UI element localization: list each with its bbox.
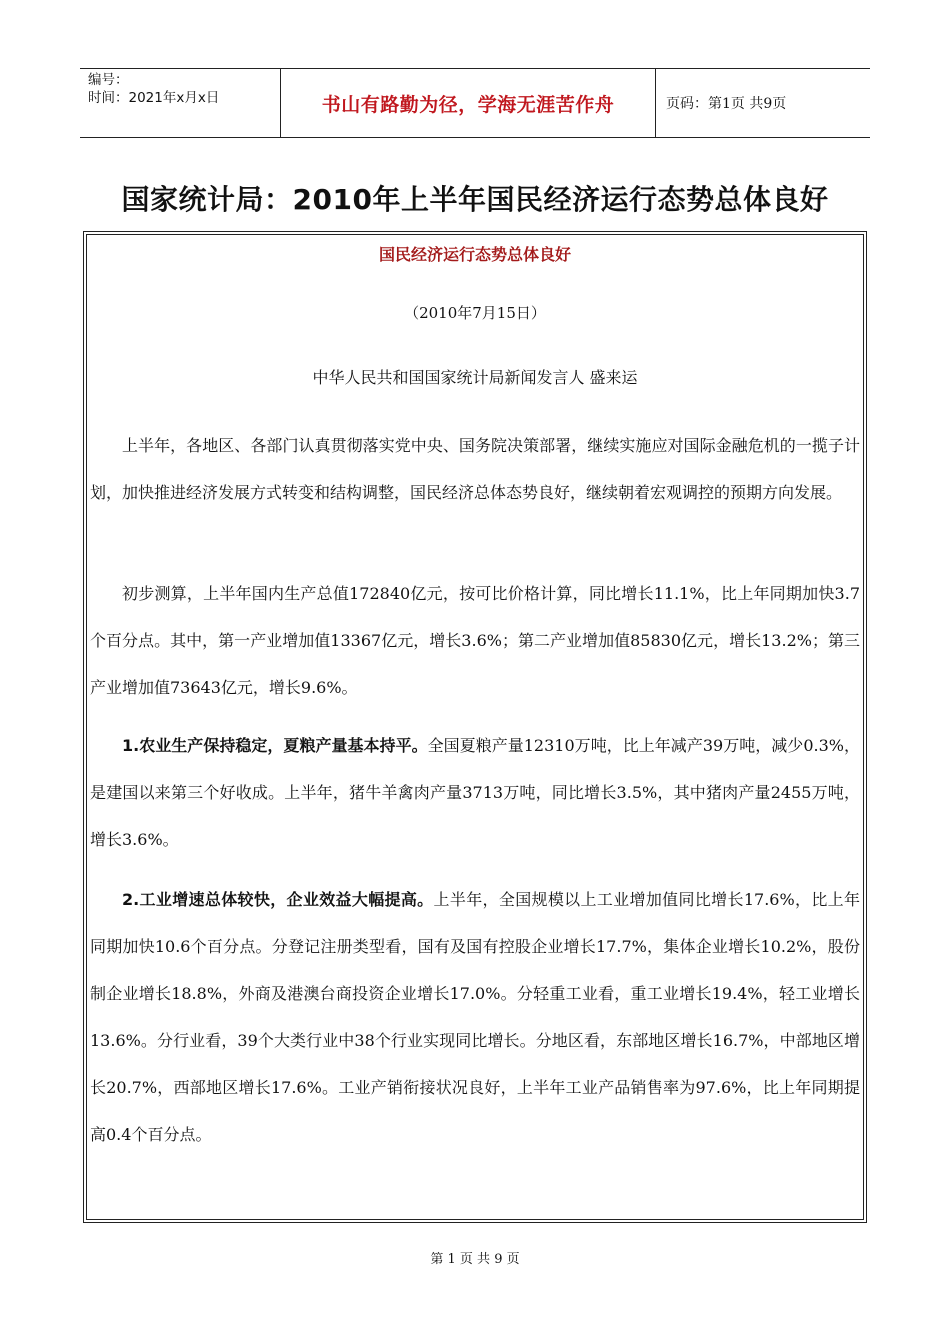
paragraph-gdp: 初步测算，上半年国内生产总值172840亿元，按可比价格计算，同比增长11.1%，比上年同期加快3.7个百分点。其中，第一产业增加值13367亿元，增长3.6%；第二产业增加值85830亿元，增长13.2%；第三产业增加值73643亿元，增长9.6%。 [90,584,860,697]
document-title: 国家统计局：2010年上半年国民经济运行态势总体良好 [121,183,829,216]
paragraph-agriculture [90,722,860,863]
industry-heading: 2.工业增速总体较快，企业效益大幅提高。 [122,890,434,909]
article-subtitle: 国民经济运行态势总体良好 [378,245,571,264]
paragraph-industry [90,876,860,1158]
page-code: 页码：第1页 共9页 [666,96,787,112]
article-speaker: 中华人民共和国国家统计局新闻发言人 盛来运 [312,368,638,387]
article-date: （2010年7月15日） [404,304,546,322]
industry-text: 上半年，全国规模以上工业增加值同比增长17.6%，比上年同期加快10.6个百分点。分登记注册类型看，国有及国有控股企业增长17.7%，集体企业增长10.2%，股份制企业增长18.8%，外商及港澳台商投资企业增长17.0%。分轻重工业看，重工业增长19.4%，轻工业增长13.6%。分行业看，39个大类行业中38个行业实现同比增长。分地区看，东部地区增长16.7%，中部地区增长20.7%，西部地区增长17.6%。工业产销衔接状况良好，上半年工业产品销售率为97.6%，比上年同期提高0.4个百分点。 [90,890,860,1144]
agriculture-text: 全国夏粮产量12310万吨，比上年减产39万吨，减少0.3%，是建国以来第三个好收成。上半年，猪牛羊禽肉产量3713万吨，同比增长3.5%，其中猪肉产量2455万吨，增长3.6%。 [90,736,860,849]
motto: 书山有路勤为径，学海无涯苦作舟 [280,69,656,137]
paragraph-intro: 上半年，各地区、各部门认真贯彻落实党中央、国务院决策部署，继续实施应对国际金融危机的一揽子计划，加快推进经济发展方式转变和结构调整，国民经济总体态势良好，继续朝着宏观调控的预期方向发展。 [90,436,860,502]
header-table [80,68,870,138]
code-label: 编号： [88,72,129,88]
time-label: 时间：2021年x月x日 [88,90,220,106]
header-meta [80,69,280,137]
page-footer: 第 1 页 共 9 页 [430,1252,520,1267]
agriculture-heading: 1.农业生产保持稳定，夏粮产量基本持平。 [122,736,428,755]
